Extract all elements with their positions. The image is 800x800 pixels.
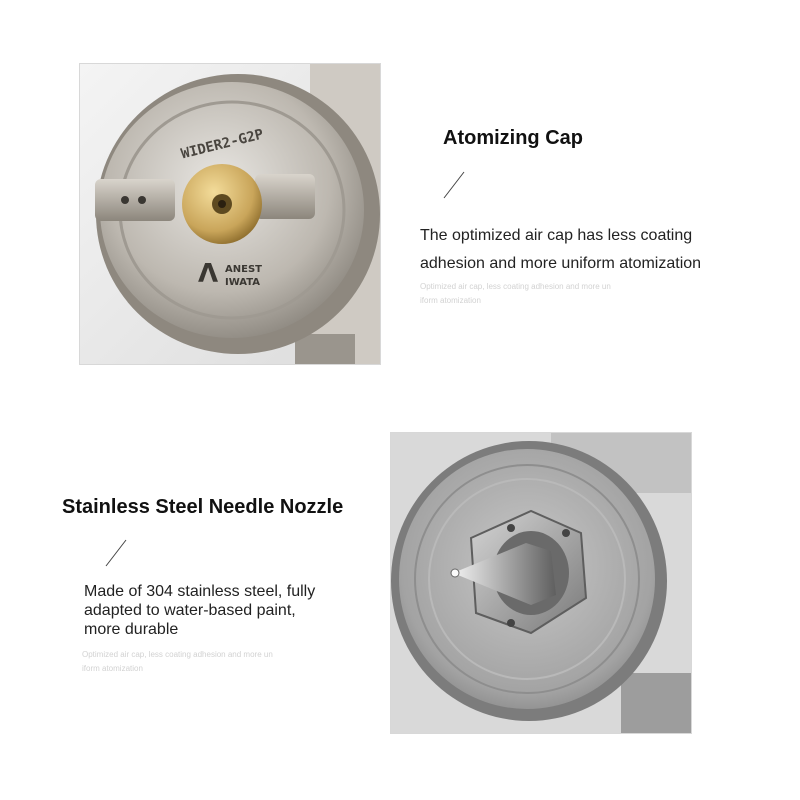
faint-line: Optimized air cap, less coating adhesion and more un xyxy=(82,650,273,659)
atomizing-cap-faint-text xyxy=(420,280,720,308)
brand-text-line2: IWATA xyxy=(225,277,261,288)
slash-decoration xyxy=(104,538,128,568)
faint-line: iform atomization xyxy=(420,296,481,305)
atomizing-cap-description xyxy=(420,222,790,278)
atomizing-cap-photo xyxy=(79,63,381,365)
atomizing-cap-title: Atomizing Cap xyxy=(443,127,583,149)
description-line: adapted to water-based paint, xyxy=(84,602,296,619)
needle-nozzle-faint-text xyxy=(82,648,382,676)
needle-nozzle-photo xyxy=(390,432,692,734)
needle-nozzle-description xyxy=(84,582,384,639)
faint-line: iform atomization xyxy=(82,664,143,673)
description-line: more durable xyxy=(84,621,179,638)
slash-decoration xyxy=(442,170,466,200)
faint-line: Optimized air cap, less coating adhesion and more un xyxy=(420,282,611,291)
description-line: adhesion and more uniform atomization xyxy=(420,255,702,272)
needle-nozzle-title: Stainless Steel Needle Nozzle xyxy=(62,496,344,518)
brand-logo-mark: Λ xyxy=(198,259,219,289)
brand-text-line1: ANEST xyxy=(225,264,262,275)
description-line: Made of 304 stainless steel, fully xyxy=(84,583,316,600)
description-line: The optimized air cap has less coating xyxy=(420,227,693,244)
cap-model-text: WIDER2-G2P xyxy=(179,126,266,163)
